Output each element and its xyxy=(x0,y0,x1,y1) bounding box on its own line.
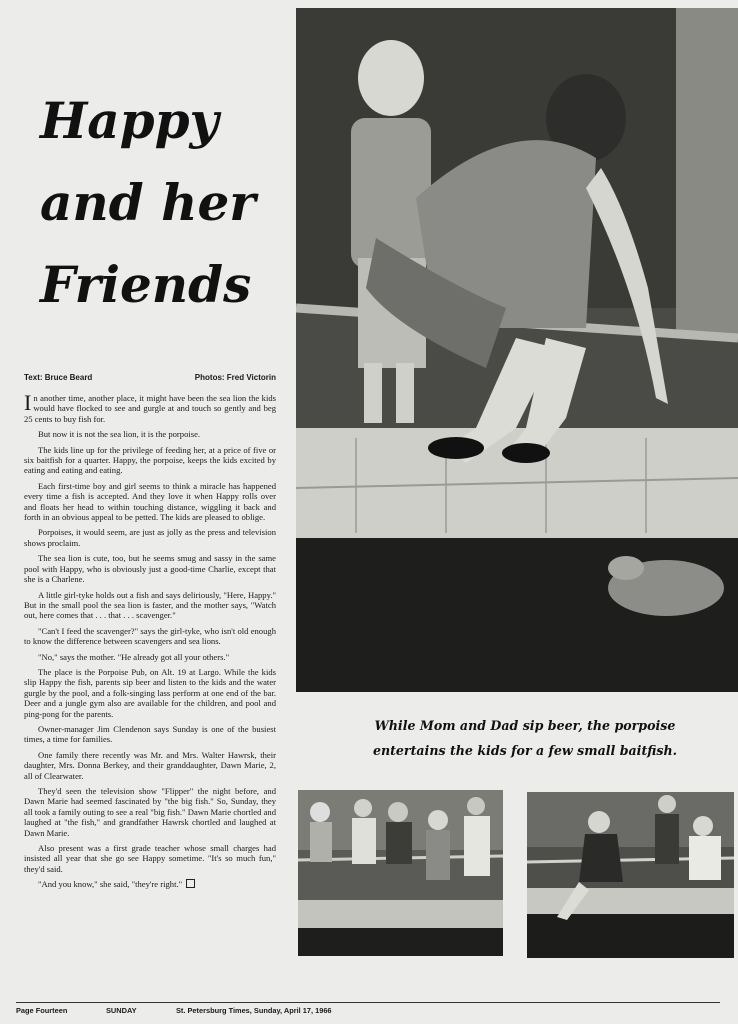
article-paragraph: In another time, another place, it might have been the sea lion the kids would have flocked to see and gurgle at and touch so gently and beg 25 cents to buy fish for. xyxy=(24,390,276,424)
page-number: Page Fourteen xyxy=(16,1006,68,1015)
byline xyxy=(24,373,276,382)
headline-line-1: Happy xyxy=(40,91,219,150)
crowd-at-pool-photo xyxy=(298,790,503,956)
article-paragraph: Porpoises, it would seem, are just as jolly as the press and television shows proclaim. xyxy=(24,527,276,548)
main-photo xyxy=(296,8,738,692)
article-paragraph: But now it is not the sea lion, it is the porpoise. xyxy=(38,429,201,440)
footer-rule xyxy=(16,1002,720,1003)
headline-line-2: and her xyxy=(40,173,256,232)
photo-caption xyxy=(360,713,690,763)
article-paragraph-final xyxy=(24,879,276,889)
headline-line-3: Friends xyxy=(40,255,252,314)
photo-credit: Photos: Fred Victorin xyxy=(194,373,276,382)
article-paragraph: "Can't I feed the scavenger?" says the girl-tyke, who isn't old enough to know the difference between scavengers and sea lions. xyxy=(24,625,276,647)
boy-photo-illustration xyxy=(527,792,734,958)
dateline: St. Petersburg Times, Sunday, April 17, 1966 xyxy=(176,1006,332,1015)
closing-quote: "And you know," she said, "they're right." xyxy=(38,879,183,890)
article-paragraph: "No," says the mother. "He already got all your others." xyxy=(38,651,230,662)
article-paragraph: They'd seen the television show "Flipper" the night before, and Dawn Marie had seemed fascinated by "the big fish." So, Sunday, they all took a family outing to see a real "big fish." Dawn Marie chortled and laughed at "the fish," and grandfather Hawrsk chortled and laughed at Dawn Marie. xyxy=(24,786,276,838)
article-paragraph: Also present was a first grade teacher whose small charges had insisted all year that she go see Happy sometime. "It's so much fun," they'd said. xyxy=(24,843,276,874)
crowd-photo-illustration xyxy=(298,790,503,956)
article-paragraph: One family there recently was Mr. and Mrs. Walter Hawrsk, their daughter, Mrs. Donna Berkey, and their granddaughter, Dawn Marie, 2, all of Clearwater. xyxy=(24,749,276,781)
caption-line-2: entertains the kids for a few small baitfish. xyxy=(372,743,678,758)
article-paragraph: The place is the Porpoise Pub, on Alt. 19 at Largo. While the kids slip Happy the fish, parents sip beer and listen to the kids and the water gurgle by the pool, and a folk-singing lass perform at one end of the bar. Deer and a jungle gym also are available for the children, and pool and ping-pong for the parents. xyxy=(24,666,276,719)
article-paragraph: Each first-time boy and girl seems to think a miracle has happened every time a fish is accepted. And they love it when Happy rolls over and floats her head to within touching distance, wiggling it back and forth in an obvious appeal to be petted. The kids are pleased to oblige. xyxy=(24,480,276,523)
caption-line-1: While Mom and Dad sip beer, the porpoise xyxy=(374,718,676,733)
article-paragraph: Owner-manager Jim Clendenon says Sunday is one of the busiest times, a time for families. xyxy=(24,723,276,745)
article-body xyxy=(24,390,276,895)
boy-feeding-photo xyxy=(527,792,734,958)
text-credit: Text: Bruce Beard xyxy=(24,373,93,382)
article-paragraph: The kids line up for the privilege of feeding her, at a price of five or six baitfish for a quarter. Happy, the porpoise, keeps the kids excited by eating and eating and eating. xyxy=(24,444,276,476)
section-name: SUNDAY xyxy=(106,1006,137,1015)
end-mark xyxy=(186,879,195,888)
main-photo-illustration xyxy=(296,8,738,692)
headline xyxy=(40,80,290,326)
article-paragraph: A little girl-tyke holds out a fish and says deliriously, "Here, Happy." But in the small pool the sea lion is faster, and the mother says, "Watch out, here comes that . . . that . . . scavenger." xyxy=(24,589,276,621)
article-paragraph: The sea lion is cute, too, but he seems smug and sassy in the same pool with Happy, who is obviously just a good-time Charlie, except that she is a Charlene. xyxy=(24,553,276,585)
